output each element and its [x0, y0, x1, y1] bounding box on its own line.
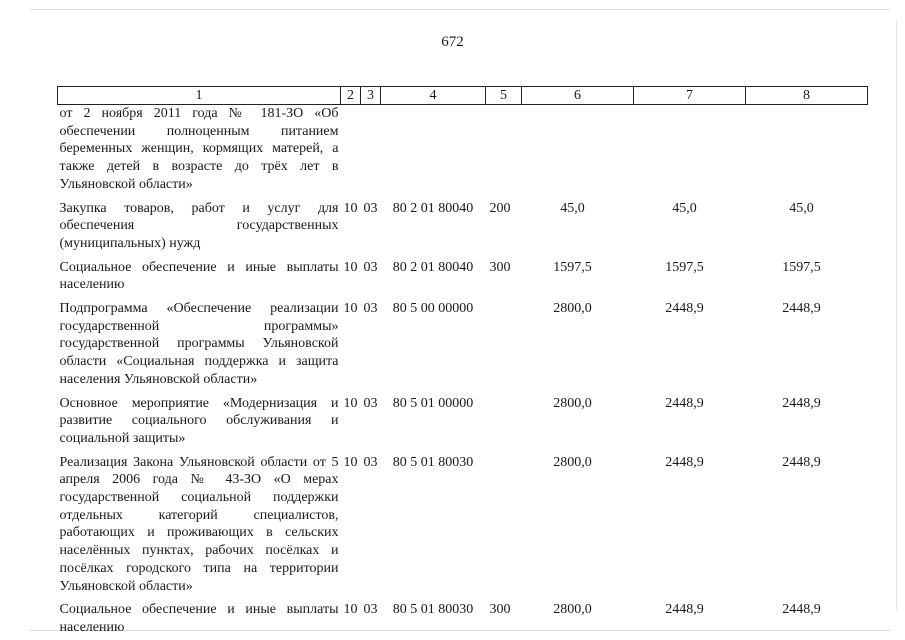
table-row	[58, 389, 868, 448]
header-col-5: 5	[486, 87, 522, 105]
table-row	[58, 105, 868, 194]
cell-section: 10	[343, 259, 358, 275]
cell-subsection	[361, 105, 381, 194]
cell-amount-col8: 1597,5	[782, 259, 821, 275]
cell-amount-col6: 2800,0	[553, 454, 592, 470]
cell-amount-col7: 45,0	[672, 200, 697, 216]
cell-name: Реализация Закона Ульяновской области от 5 апреля 2006 года № 43-ЗО «О мерах государственной социальной поддержки отдельных категорий специалистов, работающих и проживающих в сельских населённых пунктах, рабочих посёлках и посёлках городского типа на территории Ульяновской области»	[59, 454, 339, 594]
budget-table	[57, 86, 868, 637]
header-col-7: 7	[634, 87, 746, 105]
cell-expense-type	[486, 105, 522, 194]
table-row	[58, 253, 868, 294]
page-number: 672	[441, 34, 464, 50]
cell-name: Закупка товаров, работ и услуг для обеспечения государственных (муниципальных) нужд	[59, 200, 339, 251]
header-col-4: 4	[381, 87, 486, 105]
cell-target-article: 80 5 01 00000	[392, 395, 474, 411]
cell-amount-col8	[746, 105, 868, 194]
cell-target-article: 80 2 01 80040	[392, 200, 474, 216]
cell-section: 10	[343, 200, 358, 216]
cell-name: Социальное обеспечение и иные выплаты населению	[59, 259, 339, 293]
table-header	[58, 87, 868, 105]
cell-subsection: 03	[363, 200, 378, 216]
cell-name: от 2 ноября 2011 года № 181-ЗО «Об обеспечении полноценным питанием беременных женщин, кормящих матерей, а также детей в возрасте до трёх лет в Ульяновской области»	[59, 106, 339, 192]
header-col-3: 3	[361, 87, 381, 105]
scan-edge-right	[896, 20, 897, 610]
header-col-2: 2	[341, 87, 361, 105]
cell-expense-type: 300	[489, 259, 511, 275]
cell-subsection: 03	[363, 602, 378, 618]
cell-target-article: 80 5 00 00000	[392, 301, 474, 317]
cell-amount-col8: 2448,9	[782, 602, 821, 618]
table-row	[58, 194, 868, 253]
cell-section	[341, 105, 361, 194]
cell-section: 10	[343, 602, 358, 618]
cell-subsection: 03	[363, 301, 378, 317]
cell-name: Социальное обеспечение и иные выплаты населению	[59, 602, 339, 635]
cell-target-article: 80 5 01 80030	[392, 454, 474, 470]
cell-target-article: 80 5 01 80030	[392, 602, 474, 618]
cell-amount-col6: 2800,0	[553, 602, 592, 618]
cell-section: 10	[343, 395, 358, 411]
cell-expense-type	[486, 448, 522, 596]
cell-section: 10	[343, 454, 358, 470]
cell-amount-col7: 2448,9	[665, 301, 704, 317]
cell-section: 10	[343, 301, 358, 317]
cell-amount-col6: 45,0	[560, 200, 585, 216]
cell-expense-type	[486, 389, 522, 448]
header-col-6: 6	[522, 87, 634, 105]
table-body	[58, 105, 868, 637]
header-row	[58, 87, 868, 105]
cell-target-article	[381, 105, 486, 194]
cell-amount-col7: 2448,9	[665, 602, 704, 618]
table-row	[58, 595, 868, 636]
cell-subsection: 03	[363, 259, 378, 275]
cell-amount-col7: 1597,5	[665, 259, 704, 275]
cell-subsection: 03	[363, 395, 378, 411]
cell-amount-col6: 1597,5	[553, 259, 592, 275]
table-row	[58, 448, 868, 596]
cell-amount-col8: 2448,9	[782, 301, 821, 317]
cell-amount-col6	[522, 105, 634, 194]
cell-expense-type: 300	[489, 602, 511, 618]
cell-amount-col7: 2448,9	[665, 454, 704, 470]
cell-expense-type	[486, 294, 522, 389]
cell-amount-col8: 45,0	[789, 200, 814, 216]
cell-amount-col8: 2448,9	[782, 395, 821, 411]
table-row	[58, 294, 868, 389]
cell-amount-col7	[634, 105, 746, 194]
header-col-1: 1	[58, 87, 341, 105]
cell-name: Основное мероприятие «Модернизация и развитие социального обслуживания и социальной защиты»	[59, 395, 339, 446]
cell-amount-col6: 2800,0	[553, 395, 592, 411]
cell-amount-col6: 2800,0	[553, 301, 592, 317]
cell-amount-col7: 2448,9	[665, 395, 704, 411]
cell-amount-col8: 2448,9	[782, 454, 821, 470]
cell-expense-type: 200	[489, 200, 511, 216]
cell-name: Подпрограмма «Обеспечение реализации государственной программы» государственной программы Ульяновской области «Социальная поддержка и защита населения Ульяновской области»	[59, 301, 339, 387]
cell-subsection: 03	[363, 454, 378, 470]
scan-edge-top	[30, 9, 890, 10]
cell-target-article: 80 2 01 80040	[392, 259, 474, 275]
header-col-8: 8	[746, 87, 868, 105]
